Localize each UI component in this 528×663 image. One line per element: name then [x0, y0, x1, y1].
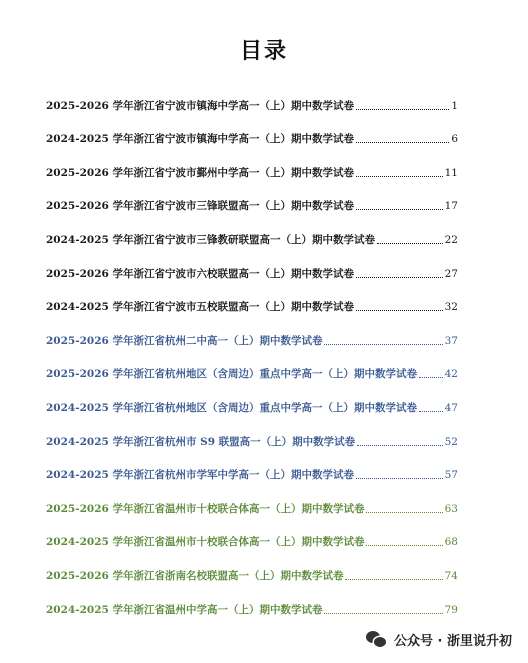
toc-entry[interactable]	[46, 516, 458, 550]
toc-entry-title: 2025-2026 学年浙江省浙南名校联盟高一（上）期中数学试卷	[46, 569, 344, 582]
toc-entry[interactable]	[46, 180, 458, 214]
toc-leader-dots	[366, 545, 442, 546]
toc-entry[interactable]	[46, 146, 458, 180]
toc-entry-title: 2024-2025 学年浙江省温州市十校联合体高一（上）期中数学试卷	[46, 536, 365, 549]
toc-leader-dots	[356, 142, 449, 143]
toc-entry-title: 2025-2026 学年浙江省杭州二中高一（上）期中数学试卷	[46, 334, 323, 347]
toc-entry-title: 2024-2025 学年浙江省杭州市 S9 联盟高一（上）期中数学试卷	[46, 435, 356, 448]
toc-entry-title: 2024-2025 学年浙江省杭州市学军中学高一（上）期中数学试卷	[46, 469, 354, 482]
toc-entry-title: 2025-2026 学年浙江省温州市十校联合体高一（上）期中数学试卷	[46, 502, 365, 515]
toc-entry-page: 22	[444, 233, 458, 246]
toc-leader-dots	[356, 176, 443, 177]
toc-leader-dots	[357, 445, 442, 446]
toc-entry[interactable]	[46, 482, 458, 516]
toc-entry-title: 2024-2025 学年浙江省杭州地区（含周边）重点中学高一（上）期中数学试卷	[46, 401, 417, 414]
toc-entry-page: 27	[444, 267, 458, 280]
toc-entry-title: 2025-2026 学年浙江省宁波市镇海中学高一（上）期中数学试卷	[46, 99, 354, 112]
toc-entry-page: 79	[444, 603, 458, 616]
toc-entry-title: 2024-2025 学年浙江省温州中学高一（上）期中数学试卷	[46, 603, 323, 616]
toc-entry[interactable]	[46, 213, 458, 247]
toc-entry-page: 52	[444, 435, 458, 448]
page-title: 目录	[239, 38, 288, 64]
wechat-icon	[366, 631, 388, 649]
toc-entry-title: 2025-2026 学年浙江省宁波市三锋联盟高一（上）期中数学试卷	[46, 200, 354, 213]
toc-entry-title: 2025-2026 学年浙江省宁波市六校联盟高一（上）期中数学试卷	[46, 267, 354, 280]
toc-entry[interactable]	[46, 583, 458, 617]
toc-entry-title: 2024-2025 学年浙江省宁波市三锋教研联盟高一（上）期中数学试卷	[46, 233, 375, 246]
toc-leader-dots	[356, 478, 443, 479]
toc-entry-title: 2024-2025 学年浙江省宁波市镇海中学高一（上）期中数学试卷	[46, 133, 354, 146]
toc-entry-page: 42	[444, 368, 458, 381]
toc-entry-page: 57	[444, 469, 458, 482]
toc-entry[interactable]	[46, 381, 458, 415]
toc-leader-dots	[356, 310, 443, 311]
toc-leader-dots	[345, 579, 442, 580]
toc-leader-dots	[419, 411, 443, 412]
toc-leader-dots	[356, 109, 449, 110]
toc-entry[interactable]	[46, 549, 458, 583]
toc-leader-dots	[356, 277, 443, 278]
toc-entry-page: 32	[444, 301, 458, 314]
toc-entry-page: 37	[444, 334, 458, 347]
toc-leader-dots	[377, 243, 443, 244]
toc-leader-dots	[324, 344, 442, 345]
footer-text: 公众号 · 浙里说升初	[394, 634, 512, 649]
toc-entry-page: 63	[444, 502, 458, 515]
toc-entry[interactable]	[46, 348, 458, 382]
toc-entry[interactable]	[46, 247, 458, 281]
toc-leader-dots	[356, 209, 443, 210]
toc-leader-dots	[324, 613, 442, 614]
toc-leader-dots	[366, 512, 442, 513]
toc-entry-page: 1	[451, 99, 458, 112]
toc-entry[interactable]	[46, 79, 458, 113]
toc-entry-title: 2025-2026 学年浙江省杭州地区（含周边）重点中学高一（上）期中数学试卷	[46, 368, 417, 381]
toc-entry-page: 17	[444, 200, 458, 213]
toc-entry-page: 74	[444, 569, 458, 582]
toc-entry-page: 11	[444, 166, 458, 179]
toc-entry-title: 2024-2025 学年浙江省宁波市五校联盟高一（上）期中数学试卷	[46, 301, 354, 314]
footer-brand	[366, 630, 512, 649]
toc-entry[interactable]	[46, 415, 458, 449]
toc-leader-dots	[419, 377, 443, 378]
toc-entry-title: 2025-2026 学年浙江省宁波市鄞州中学高一（上）期中数学试卷	[46, 166, 354, 179]
toc-entry-page: 68	[444, 536, 458, 549]
toc-entry[interactable]	[46, 113, 458, 147]
toc-entry[interactable]	[46, 449, 458, 483]
toc-entry-page: 6	[451, 133, 458, 146]
toc-entry-page: 47	[444, 401, 458, 414]
toc-entry[interactable]	[46, 314, 458, 348]
toc-entry[interactable]	[46, 281, 458, 315]
table-of-contents	[46, 79, 458, 617]
